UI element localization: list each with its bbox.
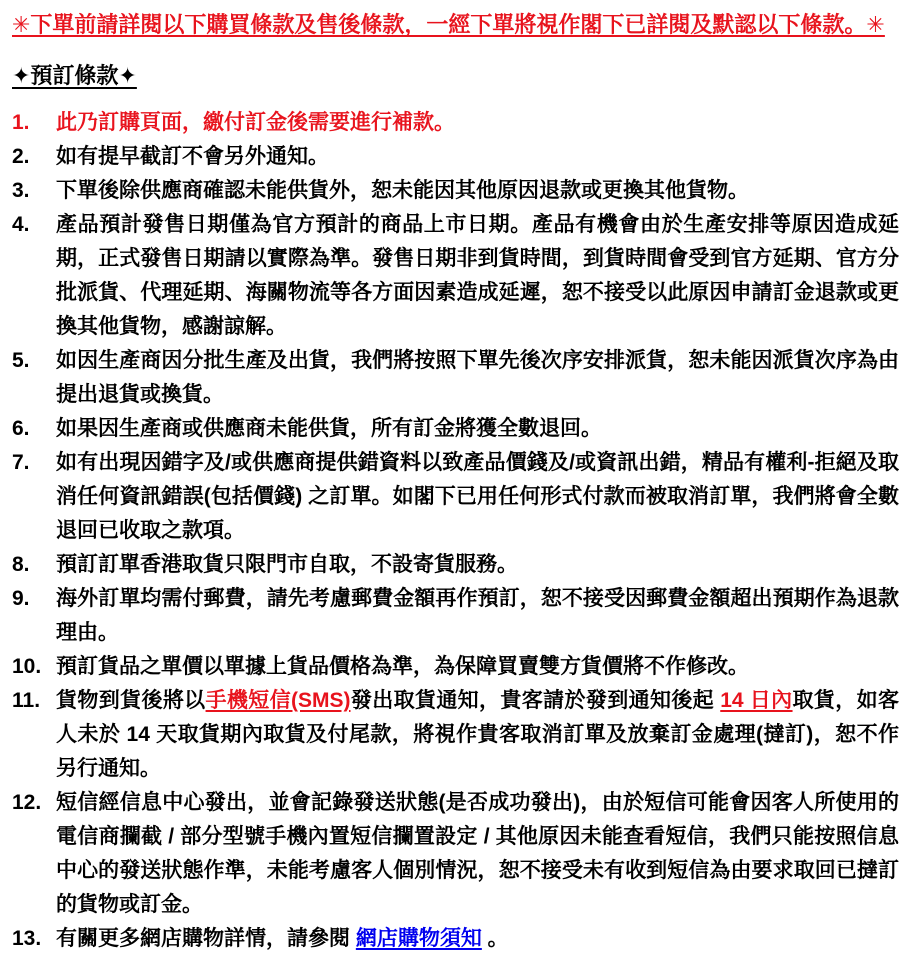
term-item-13 xyxy=(10,922,899,956)
term-number: 3. xyxy=(12,179,30,203)
term-item-1 xyxy=(10,106,899,140)
term-number: 13. xyxy=(12,927,42,951)
term-number: 1. xyxy=(12,111,30,135)
term-run: 下單後除供應商確認未能供貨外，恕未能因其他原因退款或更換其他貨物。 xyxy=(56,179,749,203)
term-number: 5. xyxy=(12,349,30,373)
term-run: 產品預計發售日期僅為官方預計的商品上市日期。產品有機會由於生產安排等原因造成延期，正式發售日期請以實際為準。發售日期非到貨時間，到貨時間會受到官方延期、官方分批派貨、代理延期、海關物流等各方面因素造成延遲，恕不接受以此原因申請訂金退款或更換其他貨物，感謝諒解。 xyxy=(56,213,899,339)
term-number: 9. xyxy=(12,587,30,611)
term-item-10 xyxy=(10,650,899,684)
term-run: 如有出現因錯字及/或供應商提供錯資料以致產品價錢及/或資訊出錯，精品有權利-拒絕及取消任何資訊錯誤(包括價錢) 之訂單。如閣下已用任何形式付款而被取消訂單，我們將會全數退回已收取之款項。 xyxy=(56,451,899,543)
term-item-3 xyxy=(10,174,899,208)
term-text xyxy=(56,208,899,344)
term-number: 12. xyxy=(12,791,42,815)
term-number: 6. xyxy=(12,417,30,441)
term-run: 有關更多網店購物詳情，請參閱 xyxy=(56,927,356,951)
terms-list xyxy=(10,106,899,956)
term-run: 如果因生產商或供應商未能供貨，所有訂金將獲全數退回。 xyxy=(56,417,602,441)
term-text xyxy=(56,140,899,174)
term-item-11 xyxy=(10,684,899,786)
store-shopping-guide-link[interactable]: 網店購物須知 xyxy=(355,927,482,951)
term-text xyxy=(56,582,899,650)
term-run: 預訂訂單香港取貨只限門市自取，不設寄貨服務。 xyxy=(56,553,518,577)
term-run: 貨物到貨後將以 xyxy=(56,689,206,713)
term-item-7 xyxy=(10,446,899,548)
term-number: 8. xyxy=(12,553,30,577)
term-number: 4. xyxy=(12,213,30,237)
term-item-9 xyxy=(10,582,899,650)
term-text xyxy=(56,548,899,582)
term-number: 2. xyxy=(12,145,30,169)
term-run: 短信經信息中心發出，並會記錄發送狀態(是否成功發出)，由於短信可能會因客人所使用的電信商攔截 / 部分型號手機內置短信攔置設定 / 其他原因未能查看短信，我們只能按照信息中心的發送狀態作準，未能考慮客人個別情況，恕不接受未有收到短信為由要求取回已撻訂的貨物或訂金。 xyxy=(56,791,899,917)
term-item-2 xyxy=(10,140,899,174)
red-emphasis-text: 手機短信(SMS) xyxy=(205,689,351,713)
term-number: 11. xyxy=(12,689,41,713)
term-text xyxy=(56,446,899,548)
term-text xyxy=(56,922,899,956)
term-item-4 xyxy=(10,208,899,344)
term-run: 如因生產商因分批生產及出貨，我們將按照下單先後次序安排派貨，恕未能因派貨次序為由提出退貨或換貨。 xyxy=(56,349,899,407)
term-run: 發出取貨通知，貴客請於發到通知後起 xyxy=(350,689,721,713)
term-text xyxy=(56,174,899,208)
term-text xyxy=(56,106,899,140)
term-item-12 xyxy=(10,786,899,922)
term-run: 海外訂單均需付郵費，請先考慮郵費金額再作預訂，恕不接受因郵費金額超出預期作為退款理由。 xyxy=(56,587,899,645)
term-item-5 xyxy=(10,344,899,412)
term-text xyxy=(56,412,899,446)
section-heading-preorder-terms: ✦預訂條款✦ xyxy=(12,62,137,88)
term-run: 。 xyxy=(481,927,509,951)
red-emphasis-text: 此乃訂購頁面，繳付訂金後需要進行補款。 xyxy=(56,111,455,135)
term-number: 10. xyxy=(12,655,42,679)
term-run: 預訂貨品之單價以單據上貨品價格為準，為保障買賣雙方貨價將不作修改。 xyxy=(56,655,749,679)
purchase-terms-notice: ✳下單前請詳閱以下購買條款及售後條款，一經下單將視作閣下已詳閱及默認以下條款。✳ xyxy=(12,12,885,37)
term-item-8 xyxy=(10,548,899,582)
term-text xyxy=(56,650,899,684)
term-run: 如有提早截訂不會另外通知。 xyxy=(56,145,329,169)
term-number: 7. xyxy=(12,451,30,475)
term-run: 取貨，如客人未於 14 天取貨期內取貨及付尾款，將視作貴客取消訂單及放棄訂金處理(撻訂)，恕不作另行通知。 xyxy=(56,689,900,781)
term-text xyxy=(56,684,899,786)
term-text xyxy=(56,344,899,412)
red-emphasis-text: 14 日內 xyxy=(720,689,793,713)
term-text xyxy=(56,786,899,922)
term-item-6 xyxy=(10,412,899,446)
